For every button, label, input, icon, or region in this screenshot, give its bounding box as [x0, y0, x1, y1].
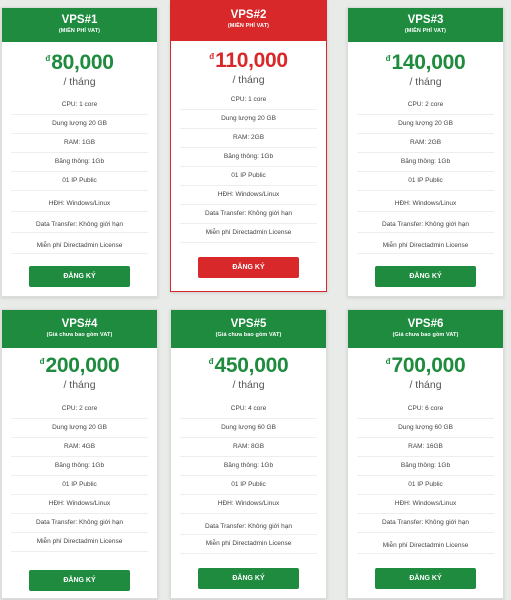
register-button[interactable]: ĐĂNG KÝ — [198, 257, 299, 278]
feature-bandwidth: Băng thông: 1Gb — [180, 148, 317, 167]
plan-price — [2, 42, 157, 96]
price-period: / tháng — [409, 76, 442, 88]
feature-storage: Dung lượng 20 GB — [11, 115, 148, 134]
plan-card-vps5 — [170, 309, 327, 599]
plan-price — [171, 41, 326, 91]
plan-name: VPS#3 — [407, 14, 444, 26]
feature-ram: RAM: 4GB — [11, 438, 148, 457]
feature-ip: 01 IP Public — [180, 476, 317, 495]
register-button[interactable]: ĐĂNG KÝ — [375, 568, 476, 589]
plan-vat-note: (Giá chưa bao gồm VAT) — [215, 332, 282, 338]
feature-license: Miễn phí Directadmin License — [11, 533, 148, 552]
feature-os: HĐH: Windows/Linux — [11, 495, 148, 514]
price-amount: 80,000 — [51, 51, 114, 74]
feature-os: HĐH: Windows/Linux — [11, 191, 148, 212]
plan-header — [171, 310, 326, 348]
feature-list — [357, 400, 494, 554]
feature-list — [357, 96, 494, 254]
feature-ip: 01 IP Public — [180, 167, 317, 186]
plan-vat-note: (MIỄN PHÍ VAT) — [227, 23, 270, 29]
feature-bandwidth: Băng thông: 1Gb — [11, 153, 148, 172]
register-button[interactable]: ĐĂNG KÝ — [29, 266, 130, 287]
plan-vat-note: (MIỄN PHÍ VAT) — [58, 28, 101, 34]
feature-ram: RAM: 1GB — [11, 134, 148, 153]
feature-os: HĐH: Windows/Linux — [180, 495, 317, 514]
feature-list — [180, 91, 317, 243]
feature-storage: Dung lượng 20 GB — [357, 115, 494, 134]
plan-card-vps1 — [1, 7, 158, 297]
feature-list — [11, 96, 148, 254]
feature-ram: RAM: 2GB — [180, 129, 317, 148]
price-amount: 450,000 — [214, 354, 289, 377]
feature-cpu: CPU: 2 core — [357, 96, 494, 115]
feature-cpu: CPU: 1 core — [180, 91, 317, 110]
currency-symbol: đ — [385, 54, 391, 63]
feature-cpu: CPU: 2 core — [11, 400, 148, 419]
price-amount: 200,000 — [45, 354, 120, 377]
plan-name: VPS#2 — [230, 9, 267, 21]
currency-symbol: đ — [45, 54, 51, 63]
feature-transfer: Data Transfer: Không giới hạn — [357, 514, 494, 533]
plan-card-vps6 — [347, 309, 504, 599]
feature-license: Miễn phí Directadmin License — [357, 533, 494, 554]
plan-price — [2, 348, 157, 400]
feature-list — [180, 400, 317, 554]
feature-cpu: CPU: 1 core — [11, 96, 148, 115]
feature-os: HĐH: Windows/Linux — [357, 191, 494, 212]
feature-license: Miễn phí Directadmin License — [357, 233, 494, 254]
feature-cpu: CPU: 6 core — [357, 400, 494, 419]
currency-symbol: đ — [385, 357, 391, 366]
feature-bandwidth: Băng thông: 1Gb — [11, 457, 148, 476]
register-button[interactable]: ĐĂNG KÝ — [29, 570, 130, 591]
feature-ram: RAM: 2GB — [357, 134, 494, 153]
feature-os: HĐH: Windows/Linux — [357, 495, 494, 514]
plan-header — [2, 8, 157, 42]
feature-transfer: Data Transfer: Không giới hạn — [180, 514, 317, 535]
price-period: / tháng — [409, 379, 442, 391]
feature-storage: Dung lượng 20 GB — [11, 419, 148, 438]
plan-name: VPS#6 — [407, 318, 444, 330]
feature-ram: RAM: 16GB — [357, 438, 494, 457]
feature-cpu: CPU: 4 core — [180, 400, 317, 419]
feature-transfer: Data Transfer: Không giới hạn — [357, 212, 494, 233]
plan-price — [348, 348, 503, 400]
price-amount: 140,000 — [391, 51, 466, 74]
feature-license: Miễn phí Directadmin License — [11, 233, 148, 254]
plan-price — [171, 348, 326, 400]
price-period: / tháng — [232, 74, 265, 86]
feature-ip: 01 IP Public — [357, 172, 494, 191]
plan-name: VPS#4 — [61, 318, 98, 330]
feature-license: Miễn phí Directadmin License — [180, 224, 317, 243]
plan-card-vps3 — [347, 7, 504, 297]
plan-card-vps2 — [170, 0, 327, 292]
feature-ram: RAM: 8GB — [180, 438, 317, 457]
price-period: / tháng — [63, 76, 96, 88]
register-button[interactable]: ĐĂNG KÝ — [198, 568, 299, 589]
feature-transfer: Data Transfer: Không giới hạn — [11, 212, 148, 233]
feature-transfer: Data Transfer: Không giới hạn — [180, 205, 317, 224]
feature-ip: 01 IP Public — [11, 476, 148, 495]
currency-symbol: đ — [39, 357, 45, 366]
feature-os: HĐH: Windows/Linux — [180, 186, 317, 205]
currency-symbol: đ — [209, 52, 215, 61]
feature-ip: 01 IP Public — [11, 172, 148, 191]
plan-vat-note: (Giá chưa bao gồm VAT) — [46, 332, 113, 338]
plan-vat-note: (MIỄN PHÍ VAT) — [404, 28, 447, 34]
feature-bandwidth: Băng thông: 1Gb — [180, 457, 317, 476]
plan-name: VPS#1 — [61, 14, 98, 26]
price-amount: 110,000 — [215, 49, 288, 72]
plan-header — [348, 310, 503, 348]
register-button[interactable]: ĐĂNG KÝ — [375, 266, 476, 287]
feature-bandwidth: Băng thông: 1Gb — [357, 153, 494, 172]
plan-vat-note: (Giá chưa bao gồm VAT) — [392, 332, 459, 338]
feature-storage: Dung lượng 60 GB — [357, 419, 494, 438]
feature-bandwidth: Băng thông: 1Gb — [357, 457, 494, 476]
feature-transfer: Data Transfer: Không giới hạn — [11, 514, 148, 533]
plan-name: VPS#5 — [230, 318, 267, 330]
plan-card-vps4 — [1, 309, 158, 599]
plan-header — [348, 8, 503, 42]
price-period: / tháng — [63, 379, 96, 391]
feature-storage: Dung lượng 60 GB — [180, 419, 317, 438]
feature-ip: 01 IP Public — [357, 476, 494, 495]
feature-list — [11, 400, 148, 552]
currency-symbol: đ — [208, 357, 214, 366]
price-period: / tháng — [232, 379, 265, 391]
price-amount: 700,000 — [391, 354, 466, 377]
plan-header — [2, 310, 157, 348]
plan-header — [171, 1, 326, 41]
plan-price — [348, 42, 503, 96]
feature-license: Miễn phí Directadmin License — [180, 535, 317, 554]
feature-storage: Dung lượng 20 GB — [180, 110, 317, 129]
